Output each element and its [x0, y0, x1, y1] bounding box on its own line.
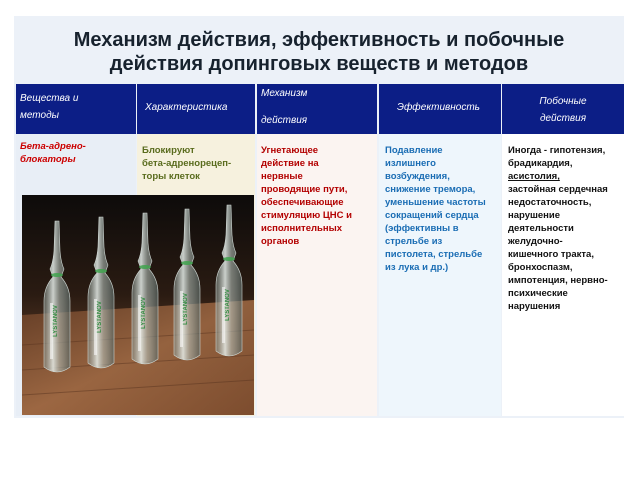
header-substances-line-1: Вещества и: [20, 93, 79, 104]
header-substances-line-2: методы: [20, 110, 59, 121]
mechanism-line-7: исполнительных: [261, 223, 342, 234]
efficiency-line-4: снижение тремора,: [385, 184, 476, 195]
side-effects-line-1: Иногда - гипотензия,: [508, 145, 606, 156]
side-effects-line-6: нарушение: [508, 210, 561, 221]
side-effects-line-2: брадикардия,: [508, 158, 573, 169]
characteristic-line-3: торы клеток: [142, 171, 200, 182]
efficiency-line-6: сокращений сердца: [385, 210, 479, 221]
efficiency-line-3: возбуждения,: [385, 171, 450, 182]
mechanism-line-1: Угнетающее: [261, 145, 319, 156]
header-characteristic: [137, 84, 255, 134]
mechanism-line-4: проводящие пути,: [261, 184, 348, 195]
mechanism-line-8: органов: [261, 236, 300, 247]
cell-efficiency: [379, 134, 501, 416]
side-effects-line-4: застойная сердечная: [508, 184, 608, 195]
header-substances: [16, 84, 136, 134]
characteristic-line-1: Блокируют: [142, 145, 195, 156]
efficiency-line-7: (эффективны в: [385, 223, 459, 234]
characteristic-line-2: бета-адренорецеп-: [142, 158, 232, 169]
side-effects-line-8: желудочно-: [508, 236, 563, 247]
title-line-2: действия допинговых веществ и методов: [109, 53, 529, 75]
header-mechanism: [257, 84, 377, 134]
efficiency-line-5: уменьшение частоты: [385, 197, 486, 208]
header-mechanism-line-2: действия: [261, 115, 308, 126]
title-line-1: Механизм действия, эффективность и побочные: [73, 29, 565, 51]
mechanism-line-6: стимуляцию ЦНС и: [261, 210, 352, 221]
side-effects-line-12: психические: [508, 288, 568, 299]
side-effects-line-3: асистолия,: [508, 171, 560, 182]
side-effects-line-11: импотенция, нервно-: [508, 275, 608, 286]
header-efficiency-line-1: Эффективность: [397, 102, 480, 113]
ampoules-photo: [22, 195, 254, 415]
side-effects-line-7: деятельности: [508, 223, 574, 234]
efficiency-line-10: из лука и др.): [385, 262, 449, 273]
cell-mechanism: [257, 134, 377, 416]
side-effects-line-10: бронхоспазм,: [508, 262, 573, 273]
side-effects-line-5: недостаточность,: [508, 197, 592, 208]
side-effects-line-13: нарушения: [508, 301, 561, 312]
efficiency-line-2: излишнего: [385, 158, 436, 169]
ampoule-label: LYSTANOV: [225, 289, 231, 321]
header-side-effects: [502, 84, 624, 134]
header-side-effects-line-2: действия: [539, 113, 587, 124]
cell-side-effects: [502, 134, 624, 416]
side-effects-line-9: кишечного тракта,: [508, 249, 594, 260]
substance-line-1: Бета-адрено-: [20, 141, 86, 152]
efficiency-line-1: Подавление: [385, 145, 443, 156]
mechanism-line-5: обеспечивающие: [261, 197, 344, 208]
header-side-effects-line-1: Побочные: [539, 96, 587, 107]
ampoule-label: LYSTANOV: [53, 305, 59, 337]
header-characteristic-line-1: Характеристика: [145, 102, 228, 113]
efficiency-line-8: стрельбе из: [385, 236, 443, 247]
substance-line-2: блокаторы: [20, 154, 76, 165]
ampoule-label: LYSTANOV: [97, 301, 103, 333]
header-mechanism-line-1: Механизм: [261, 88, 308, 99]
mechanism-line-2: действие на: [261, 158, 319, 169]
ampoule-label: LYSTANOV: [183, 293, 189, 325]
ampoule-label: LYSTANOV: [141, 297, 147, 329]
efficiency-line-9: пистолета, стрельбе: [385, 249, 483, 260]
slide-title: [14, 28, 624, 76]
header-efficiency: [379, 84, 501, 134]
mechanism-line-3: нервные: [261, 171, 303, 182]
